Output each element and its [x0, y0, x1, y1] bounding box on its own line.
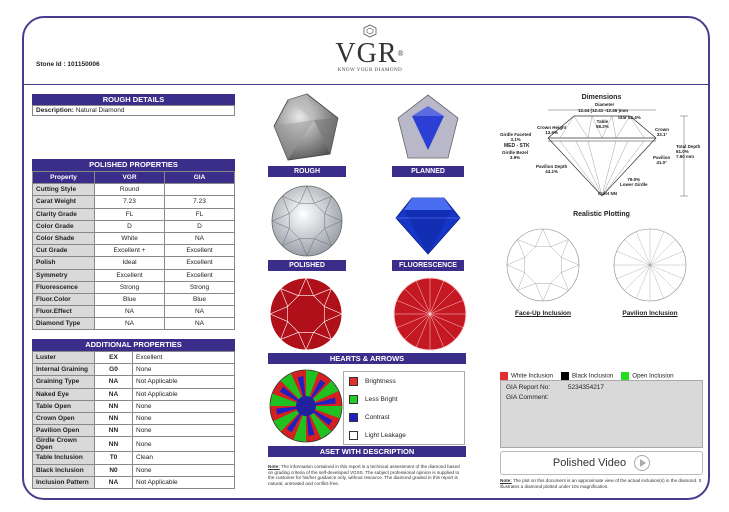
property-label: Inclusion Pattern	[33, 476, 95, 488]
rough-title: ROUGH DETAILS	[32, 94, 235, 105]
polished-video-button[interactable]	[500, 451, 703, 475]
gia-value: Excellent	[165, 269, 235, 281]
gia-comment: GIA Comment:	[506, 394, 549, 401]
gia-value	[165, 184, 235, 196]
property-value: Not Applicable	[133, 376, 235, 388]
legend-swatch	[349, 431, 358, 440]
play-icon	[634, 455, 650, 471]
polished-table	[32, 171, 235, 330]
col-vgr: VGR	[95, 172, 165, 184]
fluorescence-image	[392, 192, 464, 256]
property-value: Clean	[133, 452, 235, 464]
pavilion-label: Pavilion Inclusion	[622, 310, 678, 317]
legend-swatch	[349, 413, 358, 422]
additional-row	[33, 412, 235, 424]
vgr-value: FL	[95, 208, 165, 220]
plotting-title: Realistic Plotting	[573, 211, 630, 218]
legend-label: Less Bright	[365, 395, 398, 403]
polished-title: POLISHED PROPERTIES	[32, 159, 235, 171]
aset-legend-item	[344, 372, 464, 390]
property-label: Color Grade	[33, 220, 95, 232]
gia-value: Strong	[165, 281, 235, 293]
property-code: NA	[95, 476, 133, 488]
polished-row	[33, 318, 235, 330]
vgr-value: NA	[95, 318, 165, 330]
inclusion-swatch	[500, 372, 508, 380]
planned-image	[392, 92, 464, 164]
aset-legend	[343, 371, 465, 445]
polished-label: POLISHED	[268, 260, 346, 271]
property-value: None	[133, 464, 235, 476]
inclusion-label: White Inclusion	[511, 372, 553, 380]
vgr-value: Excellent	[95, 269, 165, 281]
property-value: None	[133, 412, 235, 424]
gia-box	[500, 380, 703, 448]
inclusion-swatch	[561, 372, 569, 380]
property-label: Luster	[33, 352, 95, 364]
hearts-image	[392, 276, 468, 352]
vgr-value: Excellent +	[95, 245, 165, 257]
legend-swatch	[349, 377, 358, 386]
vgr-value: NA	[95, 306, 165, 318]
vgr-value: Round	[95, 184, 165, 196]
stone-id: Stone Id : 101150006	[36, 61, 100, 68]
header-rule	[24, 84, 709, 85]
aset-footer: ASET WITH DESCRIPTION	[268, 446, 466, 457]
property-value: None	[133, 425, 235, 437]
vgr-value: Strong	[95, 281, 165, 293]
vgr-value: Blue	[95, 293, 165, 305]
aset-legend-item	[344, 408, 464, 426]
inclusion-swatch	[621, 372, 629, 380]
fluorescence-label: FLUORESCENCE	[392, 260, 464, 271]
gia-value: Excellent	[165, 257, 235, 269]
gia-report: GIA Report No: 5234354217	[506, 384, 605, 391]
additional-row	[33, 352, 235, 364]
pavilion-angle: Pavilion 41.0°	[653, 155, 671, 165]
property-label: Symmetry	[33, 269, 95, 281]
note-left: Note: The information contained in this report is a technical assessment of the diamond based on grading criteria of the self-developed VGSS. The subject professional opinion is supplied to the customer for his/her guidance only, without resource. The diamond graded in this report is natural, untreated and conflict-free.	[268, 464, 460, 486]
property-code: NN	[95, 425, 133, 437]
property-label: Girdle Crown Open	[33, 437, 95, 452]
gia-value: Excellent	[165, 245, 235, 257]
vgr-value: D	[95, 220, 165, 232]
property-label: Black Inclusion	[33, 464, 95, 476]
property-code: NA	[95, 388, 133, 400]
table-label: Table 58.2%	[596, 119, 609, 129]
rough-description: Description: Natural Diamond	[32, 105, 235, 116]
property-label: Internal Graining	[33, 364, 95, 376]
arrows-image	[268, 276, 344, 352]
face-up-plot	[505, 227, 581, 303]
property-label: Table Open	[33, 400, 95, 412]
property-label: Fluor.Color	[33, 293, 95, 305]
property-label: Cut Grade	[33, 245, 95, 257]
property-label: Fluorescence	[33, 281, 95, 293]
additional-title: ADDITIONAL PROPERTIES	[32, 339, 235, 351]
property-code: NN	[95, 412, 133, 424]
rough-details	[32, 94, 235, 116]
legend-label: Contrast	[365, 413, 390, 421]
polished-row	[33, 208, 235, 220]
gia-value: FL	[165, 208, 235, 220]
pavilion-depth: Pavilion Depth 44.1%	[536, 164, 568, 174]
property-label: Diamond Type	[33, 318, 95, 330]
polished-video-label: Polished Video	[552, 457, 627, 469]
culet: Culet NN	[598, 191, 618, 196]
girdle-bezel: Girdle Bezel 3.9%	[502, 150, 529, 160]
diamond-logo-icon	[361, 24, 379, 38]
hearts-arrows-title: HEARTS & ARROWS	[268, 353, 466, 364]
additional-row	[33, 437, 235, 452]
crown-height: Crown Height 13.6%	[537, 125, 567, 135]
inclusion-legend	[500, 372, 703, 380]
note-right: Note: The plot on this document is an approximate view of the actual inclusion(s) in the diamond. It illustrates a diamond plotted under 10x magnification.	[500, 478, 702, 489]
property-value: Excellent	[133, 352, 235, 364]
additional-row	[33, 364, 235, 376]
legend-swatch	[349, 395, 358, 404]
dimensions-title: Dimensions	[581, 94, 622, 101]
property-value: None	[133, 437, 235, 452]
polished-properties	[32, 159, 235, 330]
polished-row	[33, 184, 235, 196]
property-label: Fluor.Effect	[33, 306, 95, 318]
crown-angle: Crown 33.1°	[655, 127, 669, 137]
property-label: Table Inclusion	[33, 452, 95, 464]
girdle-value: MED - STK	[504, 143, 530, 149]
property-label: Naked Eye	[33, 388, 95, 400]
property-label: Pavilion Open	[33, 425, 95, 437]
aset-legend-item	[344, 390, 464, 408]
property-code: N0	[95, 464, 133, 476]
gia-value: NA	[165, 232, 235, 244]
polished-row	[33, 257, 235, 269]
col-gia: GIA	[165, 172, 235, 184]
aset-image	[268, 368, 344, 444]
face-up-label: Face-Up Inclusion	[515, 310, 571, 317]
property-label: Carat Weight	[33, 196, 95, 208]
star-label: Star 52.4%	[618, 115, 641, 120]
additional-row	[33, 400, 235, 412]
property-label: Graining Type	[33, 376, 95, 388]
lower-girdle: 79.0% Lower Girdle	[620, 177, 648, 187]
property-code: NN	[95, 437, 133, 452]
inclusion-legend-item	[500, 372, 553, 380]
total-depth: Total Depth 61.0% 7.60 mm	[676, 144, 701, 159]
additional-properties	[32, 339, 235, 489]
property-value: None	[133, 364, 235, 376]
property-code: EX	[95, 352, 133, 364]
property-label: Crown Open	[33, 412, 95, 424]
property-code: G0	[95, 364, 133, 376]
vgr-value: White	[95, 232, 165, 244]
planned-label: PLANNED	[392, 166, 464, 177]
polished-row	[33, 245, 235, 257]
gia-value: 7.23	[165, 196, 235, 208]
polished-row	[33, 293, 235, 305]
inclusion-legend-item	[621, 372, 673, 380]
additional-row	[33, 476, 235, 488]
inclusion-legend-item	[561, 372, 613, 380]
additional-row	[33, 464, 235, 476]
property-label: Clarity Grade	[33, 208, 95, 220]
additional-table	[32, 351, 235, 489]
inclusion-label: Open Inclusion	[632, 372, 674, 380]
polished-row	[33, 269, 235, 281]
property-label: Polish	[33, 257, 95, 269]
additional-row	[33, 388, 235, 400]
property-value: Not Applicable	[133, 388, 235, 400]
additional-row	[33, 425, 235, 437]
girdle-faceted: Girdle Faceted 3.1%	[500, 132, 532, 142]
property-code: NN	[95, 400, 133, 412]
gia-value: NA	[165, 318, 235, 330]
polished-row	[33, 232, 235, 244]
diameter-label: Diameter	[595, 102, 615, 107]
vgr-value: Ideal	[95, 257, 165, 269]
property-code: NA	[95, 376, 133, 388]
additional-row	[33, 452, 235, 464]
property-value: Not Applicable	[133, 476, 235, 488]
legend-label: Light Leakage	[365, 431, 406, 439]
property-label: Color Shade	[33, 232, 95, 244]
gia-value: Blue	[165, 293, 235, 305]
vgr-value: 7.23	[95, 196, 165, 208]
gia-value: NA	[165, 306, 235, 318]
rough-image	[268, 90, 346, 164]
polished-row	[33, 196, 235, 208]
aset-legend-item	[344, 426, 464, 444]
property-label: Cutting Style	[33, 184, 95, 196]
legend-label: Brightness	[365, 377, 396, 385]
col-property: Property	[33, 172, 95, 184]
rough-label: ROUGH	[268, 166, 346, 177]
polished-row	[33, 306, 235, 318]
polished-row	[33, 281, 235, 293]
property-value: None	[133, 400, 235, 412]
pavilion-plot	[612, 227, 688, 303]
property-code: T0	[95, 452, 133, 464]
polished-row	[33, 220, 235, 232]
polished-image	[268, 184, 346, 258]
gia-value: D	[165, 220, 235, 232]
vgr-logo: VGR® KNOW YOUR DIAMOND	[320, 24, 420, 73]
inclusion-label: Black Inclusion	[571, 372, 614, 380]
additional-row	[33, 376, 235, 388]
diameter-value: 12.44 (12.41 -12.46 )mm	[578, 108, 629, 113]
